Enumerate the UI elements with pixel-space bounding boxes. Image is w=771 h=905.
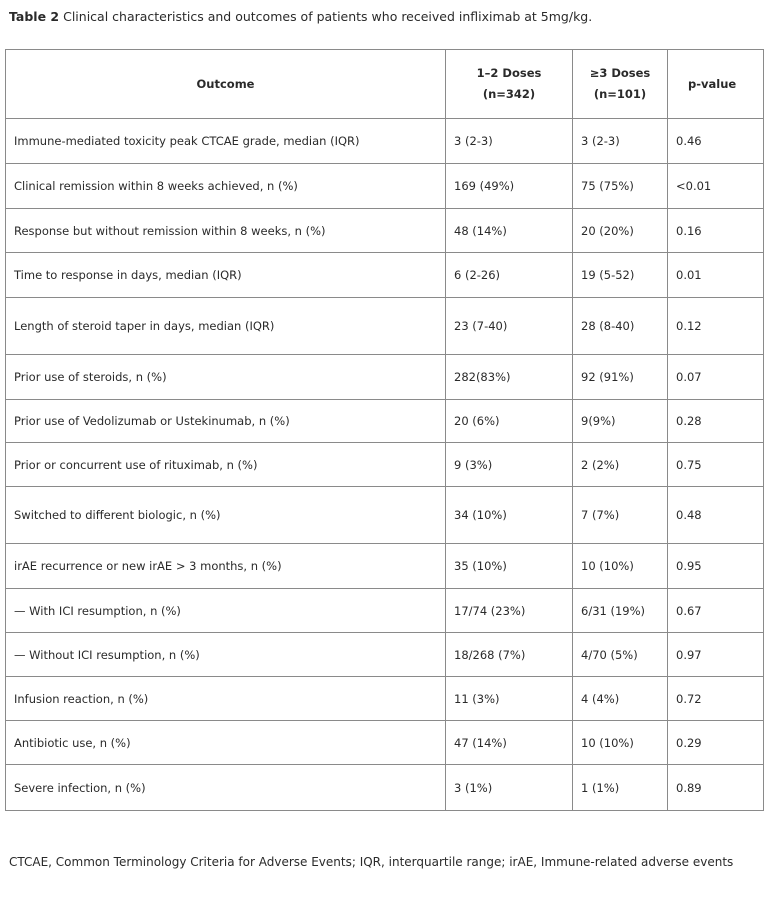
dose-3-plus-cell: 10 (10%) — [573, 544, 668, 589]
dose-1-2-cell: 17/74 (23%) — [446, 589, 573, 633]
header-1-2-doses-label: 1–2 Doses — [476, 66, 542, 80]
p-value-cell: 0.46 — [668, 119, 764, 164]
outcome-cell: — Without ICI resumption, n (%) — [6, 633, 446, 677]
p-value-cell: 0.89 — [668, 765, 764, 811]
table-row — [6, 355, 764, 400]
table-row — [6, 544, 764, 589]
table-footnote: CTCAE, Common Terminology Criteria for Adverse Events; IQR, interquartile range; irAE, Immune-related adverse events — [9, 855, 734, 869]
table-row — [6, 298, 764, 355]
table-row — [6, 633, 764, 677]
header-3-plus-doses — [573, 50, 668, 119]
dose-3-plus-cell: 10 (10%) — [573, 721, 668, 765]
outcome-cell: Severe infection, n (%) — [6, 765, 446, 811]
p-value-cell: 0.29 — [668, 721, 764, 765]
dose-3-plus-cell: 3 (2-3) — [573, 119, 668, 164]
dose-3-plus-cell: 92 (91%) — [573, 355, 668, 400]
dose-3-plus-cell: 28 (8-40) — [573, 298, 668, 355]
dose-1-2-cell: 47 (14%) — [446, 721, 573, 765]
table-row — [6, 721, 764, 765]
outcome-cell: Response but without remission within 8 weeks, n (%) — [6, 209, 446, 253]
dose-1-2-cell: 34 (10%) — [446, 487, 573, 544]
dose-1-2-cell: 3 (1%) — [446, 765, 573, 811]
p-value-cell: 0.16 — [668, 209, 764, 253]
p-value-cell: 0.95 — [668, 544, 764, 589]
dose-1-2-cell: 282(83%) — [446, 355, 573, 400]
dose-1-2-cell: 23 (7-40) — [446, 298, 573, 355]
header-1-2-doses-n: (n=342) — [482, 87, 536, 101]
p-value-cell: 0.75 — [668, 443, 764, 487]
outcome-cell: Switched to different biologic, n (%) — [6, 487, 446, 544]
outcomes-table — [5, 49, 764, 811]
table-row — [6, 164, 764, 209]
table-row — [6, 677, 764, 721]
dose-1-2-cell: 20 (6%) — [446, 400, 573, 443]
dose-3-plus-cell: 75 (75%) — [573, 164, 668, 209]
dose-1-2-cell: 3 (2-3) — [446, 119, 573, 164]
caption-text: Clinical characteristics and outcomes of patients who received infliximab at 5mg/kg. — [59, 9, 593, 24]
table-row — [6, 443, 764, 487]
dose-1-2-cell: 9 (3%) — [446, 443, 573, 487]
dose-3-plus-cell: 1 (1%) — [573, 765, 668, 811]
outcome-cell: Antibiotic use, n (%) — [6, 721, 446, 765]
dose-1-2-cell: 11 (3%) — [446, 677, 573, 721]
outcome-cell: Immune-mediated toxicity peak CTCAE grade, median (IQR) — [6, 119, 446, 164]
table-row — [6, 253, 764, 298]
table-row — [6, 487, 764, 544]
dose-3-plus-cell: 20 (20%) — [573, 209, 668, 253]
header-3-plus-doses-n: (n=101) — [593, 87, 647, 101]
table-row — [6, 119, 764, 164]
table-caption — [9, 8, 764, 26]
header-p-value: p-value — [668, 50, 764, 119]
table-row — [6, 765, 764, 811]
dose-1-2-cell: 18/268 (7%) — [446, 633, 573, 677]
outcome-cell: — With ICI resumption, n (%) — [6, 589, 446, 633]
outcome-cell: Time to response in days, median (IQR) — [6, 253, 446, 298]
dose-1-2-cell: 35 (10%) — [446, 544, 573, 589]
dose-1-2-cell: 6 (2-26) — [446, 253, 573, 298]
dose-3-plus-cell: 7 (7%) — [573, 487, 668, 544]
outcome-cell: Infusion reaction, n (%) — [6, 677, 446, 721]
header-row — [6, 50, 764, 119]
dose-3-plus-cell: 19 (5-52) — [573, 253, 668, 298]
p-value-cell: 0.07 — [668, 355, 764, 400]
outcome-cell: Prior use of steroids, n (%) — [6, 355, 446, 400]
outcome-cell: Clinical remission within 8 weeks achieved, n (%) — [6, 164, 446, 209]
p-value-cell: 0.12 — [668, 298, 764, 355]
p-value-cell: 0.01 — [668, 253, 764, 298]
p-value-cell: 0.67 — [668, 589, 764, 633]
outcome-cell: Length of steroid taper in days, median (IQR) — [6, 298, 446, 355]
p-value-cell: 0.97 — [668, 633, 764, 677]
dose-3-plus-cell: 2 (2%) — [573, 443, 668, 487]
dose-3-plus-cell: 4/70 (5%) — [573, 633, 668, 677]
table-row — [6, 209, 764, 253]
dose-1-2-cell: 169 (49%) — [446, 164, 573, 209]
outcome-cell: Prior or concurrent use of rituximab, n (%) — [6, 443, 446, 487]
dose-3-plus-cell: 9(9%) — [573, 400, 668, 443]
outcome-cell: irAE recurrence or new irAE > 3 months, n (%) — [6, 544, 446, 589]
p-value-cell: 0.72 — [668, 677, 764, 721]
header-1-2-doses — [446, 50, 573, 119]
p-value-cell: 0.28 — [668, 400, 764, 443]
p-value-cell: <0.01 — [668, 164, 764, 209]
table-row — [6, 589, 764, 633]
table-row — [6, 400, 764, 443]
p-value-cell: 0.48 — [668, 487, 764, 544]
header-outcome: Outcome — [6, 50, 446, 119]
caption-label: Table 2 — [9, 9, 60, 24]
dose-3-plus-cell: 6/31 (19%) — [573, 589, 668, 633]
table-body — [6, 119, 764, 811]
dose-3-plus-cell: 4 (4%) — [573, 677, 668, 721]
dose-1-2-cell: 48 (14%) — [446, 209, 573, 253]
outcome-cell: Prior use of Vedolizumab or Ustekinumab, n (%) — [6, 400, 446, 443]
header-3-plus-doses-label: ≥3 Doses — [589, 66, 651, 80]
